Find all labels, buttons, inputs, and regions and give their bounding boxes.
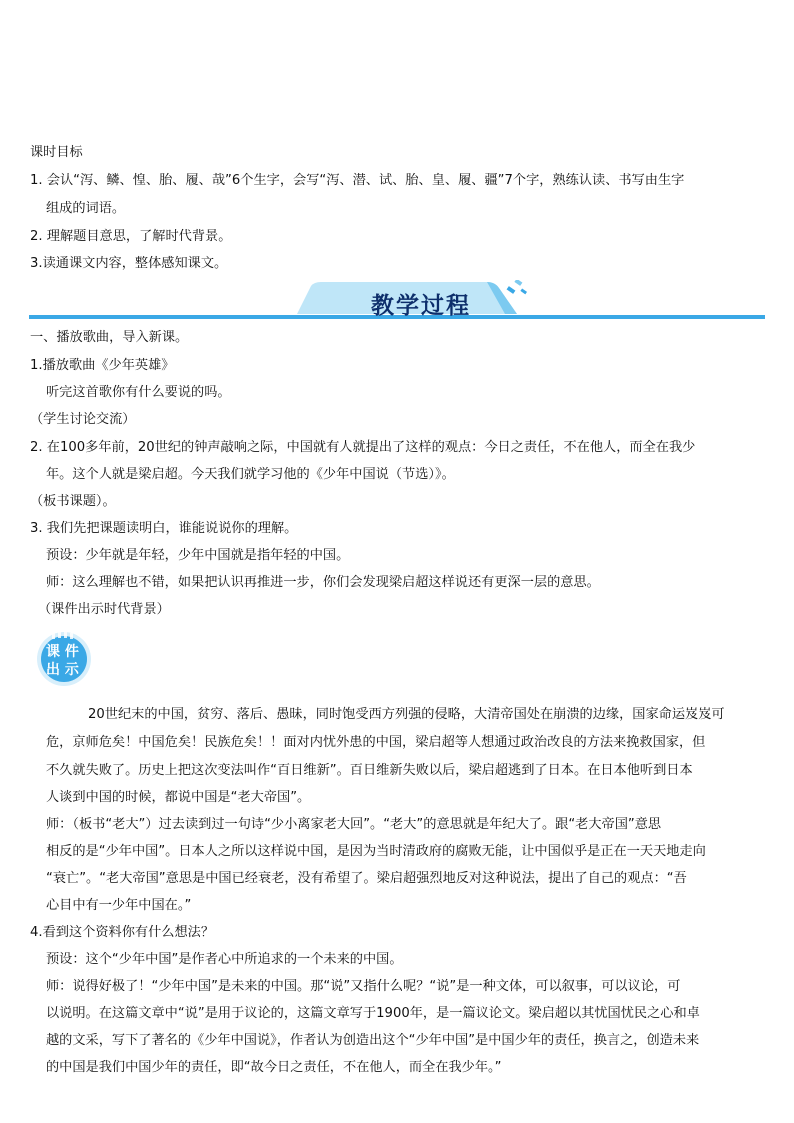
step-3-teacher: 师：这么理解也不错，如果把认识再推进一步，你们会发现梁启超这样说还有更深一层的意思。 — [46, 575, 600, 590]
teacher-explain-1: 师：（板书“老大”）过去读到过一句诗“少小离家老大回”。“老大”的意思就是年纪大了。跟“老大帝国”意思 — [46, 817, 662, 832]
step-4-teacher-2: 以说明。在这篇文章中“说”是用于议论的，这篇文章写于1900年，是一篇议论文。梁启超以其忧国忧民之心和卓 — [46, 1006, 700, 1021]
section-banner — [29, 280, 765, 326]
step-1: 1.播放歌曲《少年英雄》 — [30, 358, 175, 373]
goals-heading: 课时目标 — [30, 145, 83, 160]
step-3: 3. 我们先把课题读明白，谁能说说你的理解。 — [30, 521, 298, 536]
teacher-explain-3: “衰亡”。“老大帝国”意思是中国已经衰老，没有希望了。梁启超强烈地反对这种说法，提出了自己的观点：“吾 — [46, 871, 687, 886]
step-4-teacher-3: 越的文采，写下了著名的《少年中国说》，作者认为创造出这个“少年中国”是中国少年的责任，换言之，创造未来 — [46, 1033, 700, 1048]
background-text-1: 20世纪末的中国，贫穷、落后、愚昧，同时饱受西方列强的侵略，大清帝国处在崩溃的边缘，国家命运岌岌可 — [88, 707, 725, 722]
teacher-explain-4: 心目中有一少年中国在。” — [46, 898, 192, 913]
courseware-badge — [36, 631, 92, 687]
goal-item-2: 2. 理解题目意思，了解时代背景。 — [30, 229, 232, 244]
step-4: 4.看到这个资料你有什么想法？ — [30, 925, 215, 940]
step-3-note: （课件出示时代背景） — [38, 602, 170, 617]
badge-line-1: 课 件 — [46, 644, 79, 660]
step-2-note: （板书课题）。 — [30, 494, 116, 509]
background-text-2: 危，京师危矣！中国危矣！民族危矣！！面对内忧外患的中国，梁启超等人想通过政治改良的方法来挽救国家，但 — [46, 735, 706, 750]
banner-title: 教学过程 — [371, 293, 471, 319]
step-4-preset: 预设：这个“少年中国”是作者心中所追求的一个未来的中国。 — [46, 952, 403, 967]
step-1-question: 听完这首歌你有什么要说的吗。 — [46, 385, 231, 400]
goal-item-1-cont: 组成的词语。 — [46, 201, 126, 216]
background-text-4: 人谈到中国的时候，都说中国是“老大帝国”。 — [46, 790, 311, 805]
step-4-teacher-1: 师：说得好极了！“少年中国”是未来的中国。那“说”又指什么呢？“说”是一种文体，可以叙事，可以议论，可 — [46, 979, 681, 994]
section-1-heading: 一、播放歌曲，导入新课。 — [30, 330, 189, 345]
step-4-teacher-4: 的中国是我们中国少年的责任，即“故今日之责任，不在他人，而全在我少年。” — [46, 1060, 502, 1075]
goal-item-3: 3.读通课文内容，整体感知课文。 — [30, 256, 228, 271]
background-text-3: 不久就失败了。历史上把这次变法叫作“百日维新”。百日维新失败以后，梁启超逃到了日本。在日本他听到日本 — [46, 763, 693, 778]
step-3-preset: 预设：少年就是年轻，少年中国就是指年轻的中国。 — [46, 548, 350, 563]
step-1-note: （学生讨论交流） — [30, 412, 136, 427]
badge-line-2: 出 示 — [46, 662, 79, 678]
teacher-explain-2: 相反的是“少年中国”。日本人之所以这样说中国，是因为当时清政府的腐败无能，让中国似乎是正在一天天地走向 — [46, 844, 706, 859]
goal-item-1: 1. 会认“泻、鳞、惶、胎、履、哉”6个生字，会写“泻、潜、试、胎、皇、履、疆”7个字，熟练认读、书写由生字 — [30, 173, 685, 188]
step-2-cont: 年。这个人就是梁启超。今天我们就学习他的《少年中国说（节选）》。 — [46, 467, 455, 482]
step-2: 2. 在100多年前，20世纪的钟声敲响之际，中国就有人就提出了这样的观点：今日之责任，不在他人，而全在我少 — [30, 440, 696, 455]
